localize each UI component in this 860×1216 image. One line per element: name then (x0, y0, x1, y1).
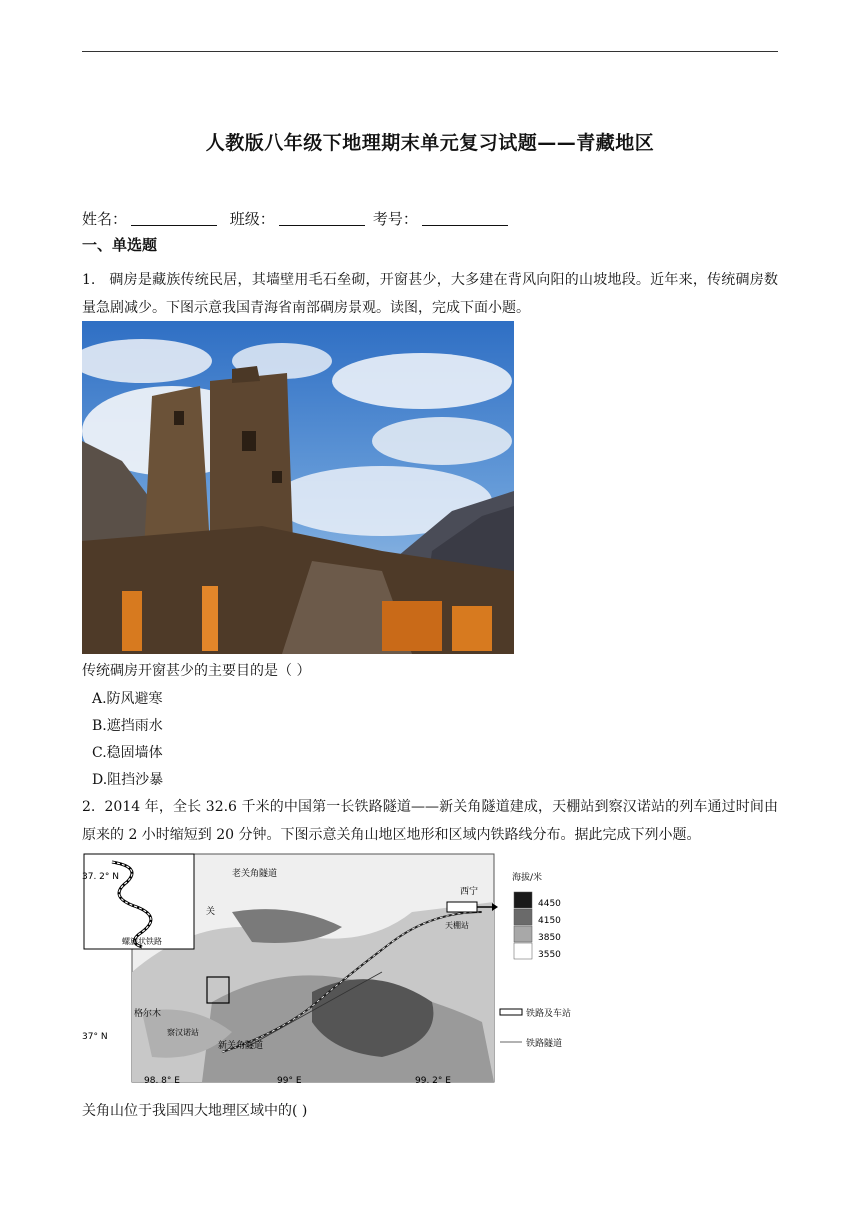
guan-label: 关 (206, 907, 216, 917)
spiral-rail-label: 螺旋状铁路 (122, 937, 162, 946)
legend-rail-label: 铁路及车站 (526, 1009, 572, 1019)
legend-tunnel-label: 铁路隧道 (526, 1039, 563, 1049)
legend-title: 海拔/米 (512, 873, 543, 883)
class-label: 班级： (229, 210, 275, 228)
question-2-number: 2. (82, 799, 96, 815)
question-1-stem: 传统碉房开窗甚少的主要目的是（ ） (82, 663, 311, 679)
option-1a[interactable]: A.防风避寒 (92, 691, 163, 707)
question-2-body: 2014 年，全长 32.6 千米的中国第一长铁路隧道——新关角隧道建成，天棚站到察汉诺站的列车通过时间由原来的 2 小时缩短到 20 分钟。下图示意关角山地区地形和区域内铁路线分布。据此完成下列小题。 (82, 799, 778, 843)
legend-elev-4: 3550 (538, 950, 561, 960)
page-title: 人教版八年级下地理期末单元复习试题——青藏地区 (205, 132, 655, 154)
tianpeng-label: 天棚站 (445, 921, 469, 930)
lon-right-label: 99. 2° E (415, 1076, 451, 1086)
xining-label: 西宁 (460, 887, 479, 897)
class-blank[interactable] (279, 211, 365, 226)
name-label: 姓名： (82, 210, 128, 228)
legend-elev-1: 4450 (538, 899, 561, 909)
header-rule (82, 51, 778, 52)
student-info-line (82, 208, 516, 229)
name-blank[interactable] (131, 211, 217, 226)
geermu-label: 格尔木 (134, 1009, 162, 1019)
question-2-text (82, 793, 778, 849)
lat-top-label: 37. 2° N (82, 872, 119, 882)
diaofang-photo (82, 321, 514, 654)
lat-bottom-label: 37° N (82, 1032, 108, 1042)
old-tunnel-label: 老关角隧道 (232, 869, 278, 879)
legend-elev-3: 3850 (538, 933, 561, 943)
option-1d[interactable]: D.阻挡沙暴 (92, 772, 164, 788)
question-1-body: 碉房是藏族传统民居，其墙壁用毛石垒砌，开窗甚少，大多建在背风向阳的山坡地段。近年来，传统碉房数量急剧减少。下图示意我国青海省南部碉房景观。读图，完成下面小题。 (82, 272, 778, 316)
number-blank[interactable] (422, 211, 508, 226)
option-1c[interactable]: C.稳固墙体 (92, 745, 163, 761)
guanjiao-terrain-map (82, 852, 608, 1088)
new-tunnel-label: 新关角隧道 (218, 1041, 264, 1051)
question-2-stem: 关角山位于我国四大地理区域中的( ) (82, 1103, 308, 1119)
question-1-text (82, 266, 778, 322)
chahannuo-label: 察汉诺站 (167, 1028, 199, 1037)
number-label: 考号： (372, 210, 418, 228)
lon-left-label: 98. 8° E (144, 1076, 180, 1086)
question-1-number: 1. (82, 272, 96, 288)
option-1b[interactable]: B.遮挡雨水 (92, 718, 163, 734)
section-heading: 一、单选题 (82, 236, 158, 254)
lon-mid-label: 99° E (277, 1076, 302, 1086)
legend-elev-2: 4150 (538, 916, 561, 926)
